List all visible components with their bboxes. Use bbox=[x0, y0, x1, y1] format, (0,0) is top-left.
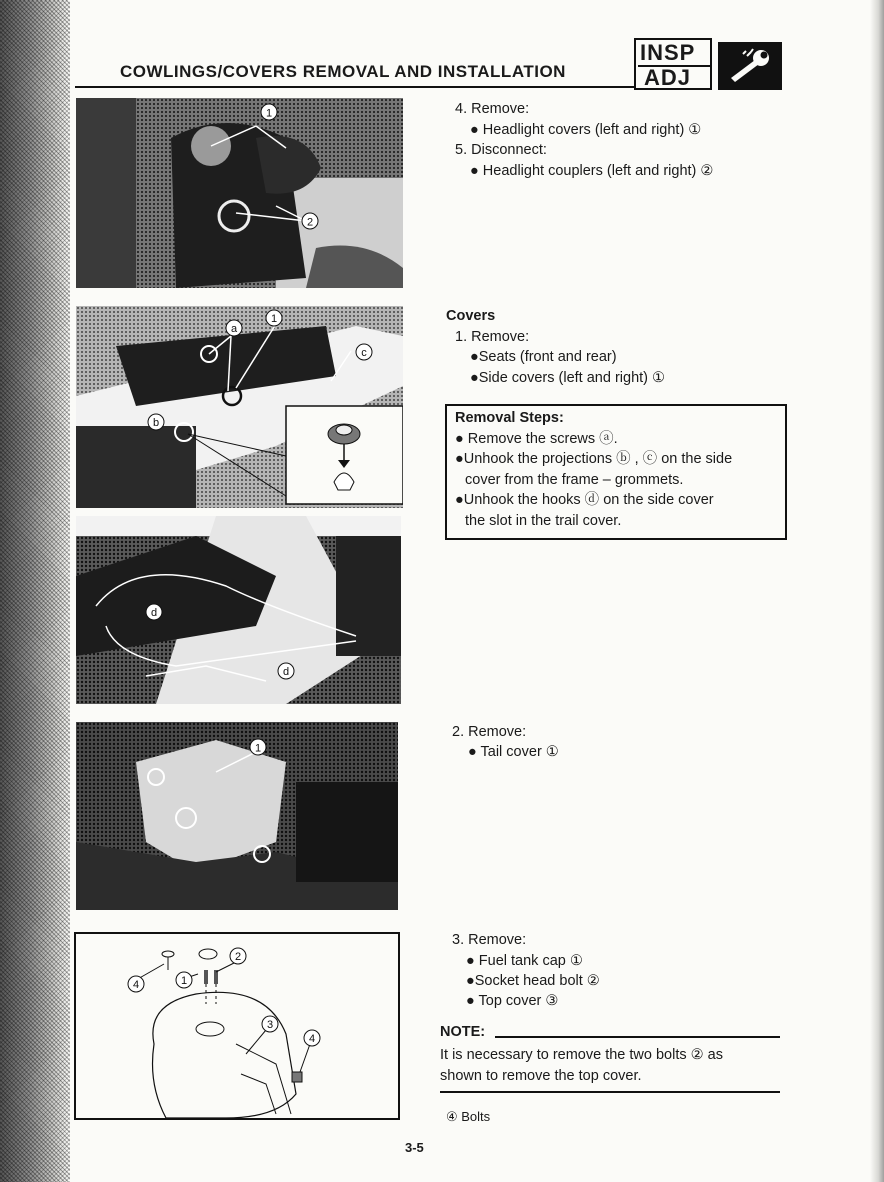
note-line-1: It is necessary to remove the two bolts ② as bbox=[440, 1047, 723, 1063]
removal-step-3-cont: the slot in the trail cover. bbox=[465, 512, 622, 529]
callout-c: c bbox=[361, 347, 367, 359]
photo-side-cover-hooks bbox=[76, 516, 401, 704]
removal-step-2-cont: cover from the frame – grommets. bbox=[465, 471, 684, 488]
covers-heading: Covers bbox=[446, 308, 496, 324]
callout-a: a bbox=[230, 323, 238, 335]
step4-label: 4. Remove: bbox=[455, 101, 530, 117]
top-item-socket-bolt: ●Socket head bolt ② bbox=[466, 973, 600, 989]
callout-1b: 1 bbox=[270, 313, 278, 325]
top-item-top-cover: ● Top cover ③ bbox=[466, 993, 559, 1009]
callout-tail-1: 1 bbox=[254, 742, 262, 755]
diagram-callout-4a: 4 bbox=[132, 979, 140, 991]
section-badge bbox=[634, 38, 784, 92]
top-step3: 3. Remove: bbox=[452, 932, 527, 948]
removal-step-1: ● Remove the screws ⓐ. bbox=[455, 430, 618, 447]
callout-d1: d bbox=[150, 607, 158, 619]
note-label: NOTE: bbox=[440, 1024, 486, 1040]
bolts-legend: ④ Bolts bbox=[446, 1109, 491, 1124]
covers-step1: 1. Remove: bbox=[455, 329, 530, 345]
diagram-callout-4b: 4 bbox=[308, 1033, 316, 1045]
tail-step2: 2. Remove: bbox=[452, 724, 527, 740]
removal-steps-title: Removal Steps: bbox=[455, 410, 564, 426]
covers-item-side-covers: ●Side covers (left and right) ① bbox=[470, 370, 666, 386]
badge-insp: INSP bbox=[640, 40, 696, 65]
covers-item-seats: ●Seats (front and rear) bbox=[470, 349, 617, 365]
note-line-2: shown to remove the top cover. bbox=[440, 1068, 642, 1084]
page-number: 3-5 bbox=[405, 1140, 424, 1155]
badge-box bbox=[634, 38, 712, 90]
callout-1: 1 bbox=[265, 107, 273, 120]
removal-step-2: ●Unhook the projections ⓑ , ⓒ on the side bbox=[455, 451, 733, 467]
tail-item: ● Tail cover ① bbox=[468, 744, 559, 760]
scan-binding-edge bbox=[0, 0, 70, 1182]
page-title: COWLINGS/COVERS REMOVAL AND INSTALLATION bbox=[120, 62, 566, 81]
photo-side-cover bbox=[76, 306, 403, 508]
callout-2: 2 bbox=[306, 216, 314, 229]
top-item-fuel-cap: ● Fuel tank cap ① bbox=[466, 953, 583, 969]
step5-item: ● Headlight couplers (left and right) ② bbox=[470, 163, 714, 179]
step4-item: ● Headlight covers (left and right) ① bbox=[470, 122, 702, 138]
scan-right-edge bbox=[870, 0, 884, 1182]
callout-d2: d bbox=[282, 666, 290, 678]
removal-step-3: ●Unhook the hooks ⓓ on the side cover bbox=[455, 492, 714, 508]
note-rule-top bbox=[495, 1036, 780, 1038]
diagram-callout-2: 2 bbox=[234, 951, 242, 963]
photo-tail-cover bbox=[76, 722, 398, 910]
header-rule bbox=[75, 86, 635, 88]
removal-steps-box bbox=[445, 404, 787, 540]
diagram-callout-1: 1 bbox=[180, 975, 188, 987]
callout-b: b bbox=[152, 417, 160, 429]
step5-label: 5. Disconnect: bbox=[455, 142, 547, 158]
note-rule-bottom bbox=[440, 1091, 780, 1093]
photo-headlight bbox=[76, 98, 403, 288]
wrench-tool-icon bbox=[718, 42, 782, 90]
diagram-callout-3: 3 bbox=[266, 1019, 274, 1031]
badge-adj: ADJ bbox=[644, 65, 692, 90]
diagram-top-cover bbox=[74, 932, 400, 1120]
